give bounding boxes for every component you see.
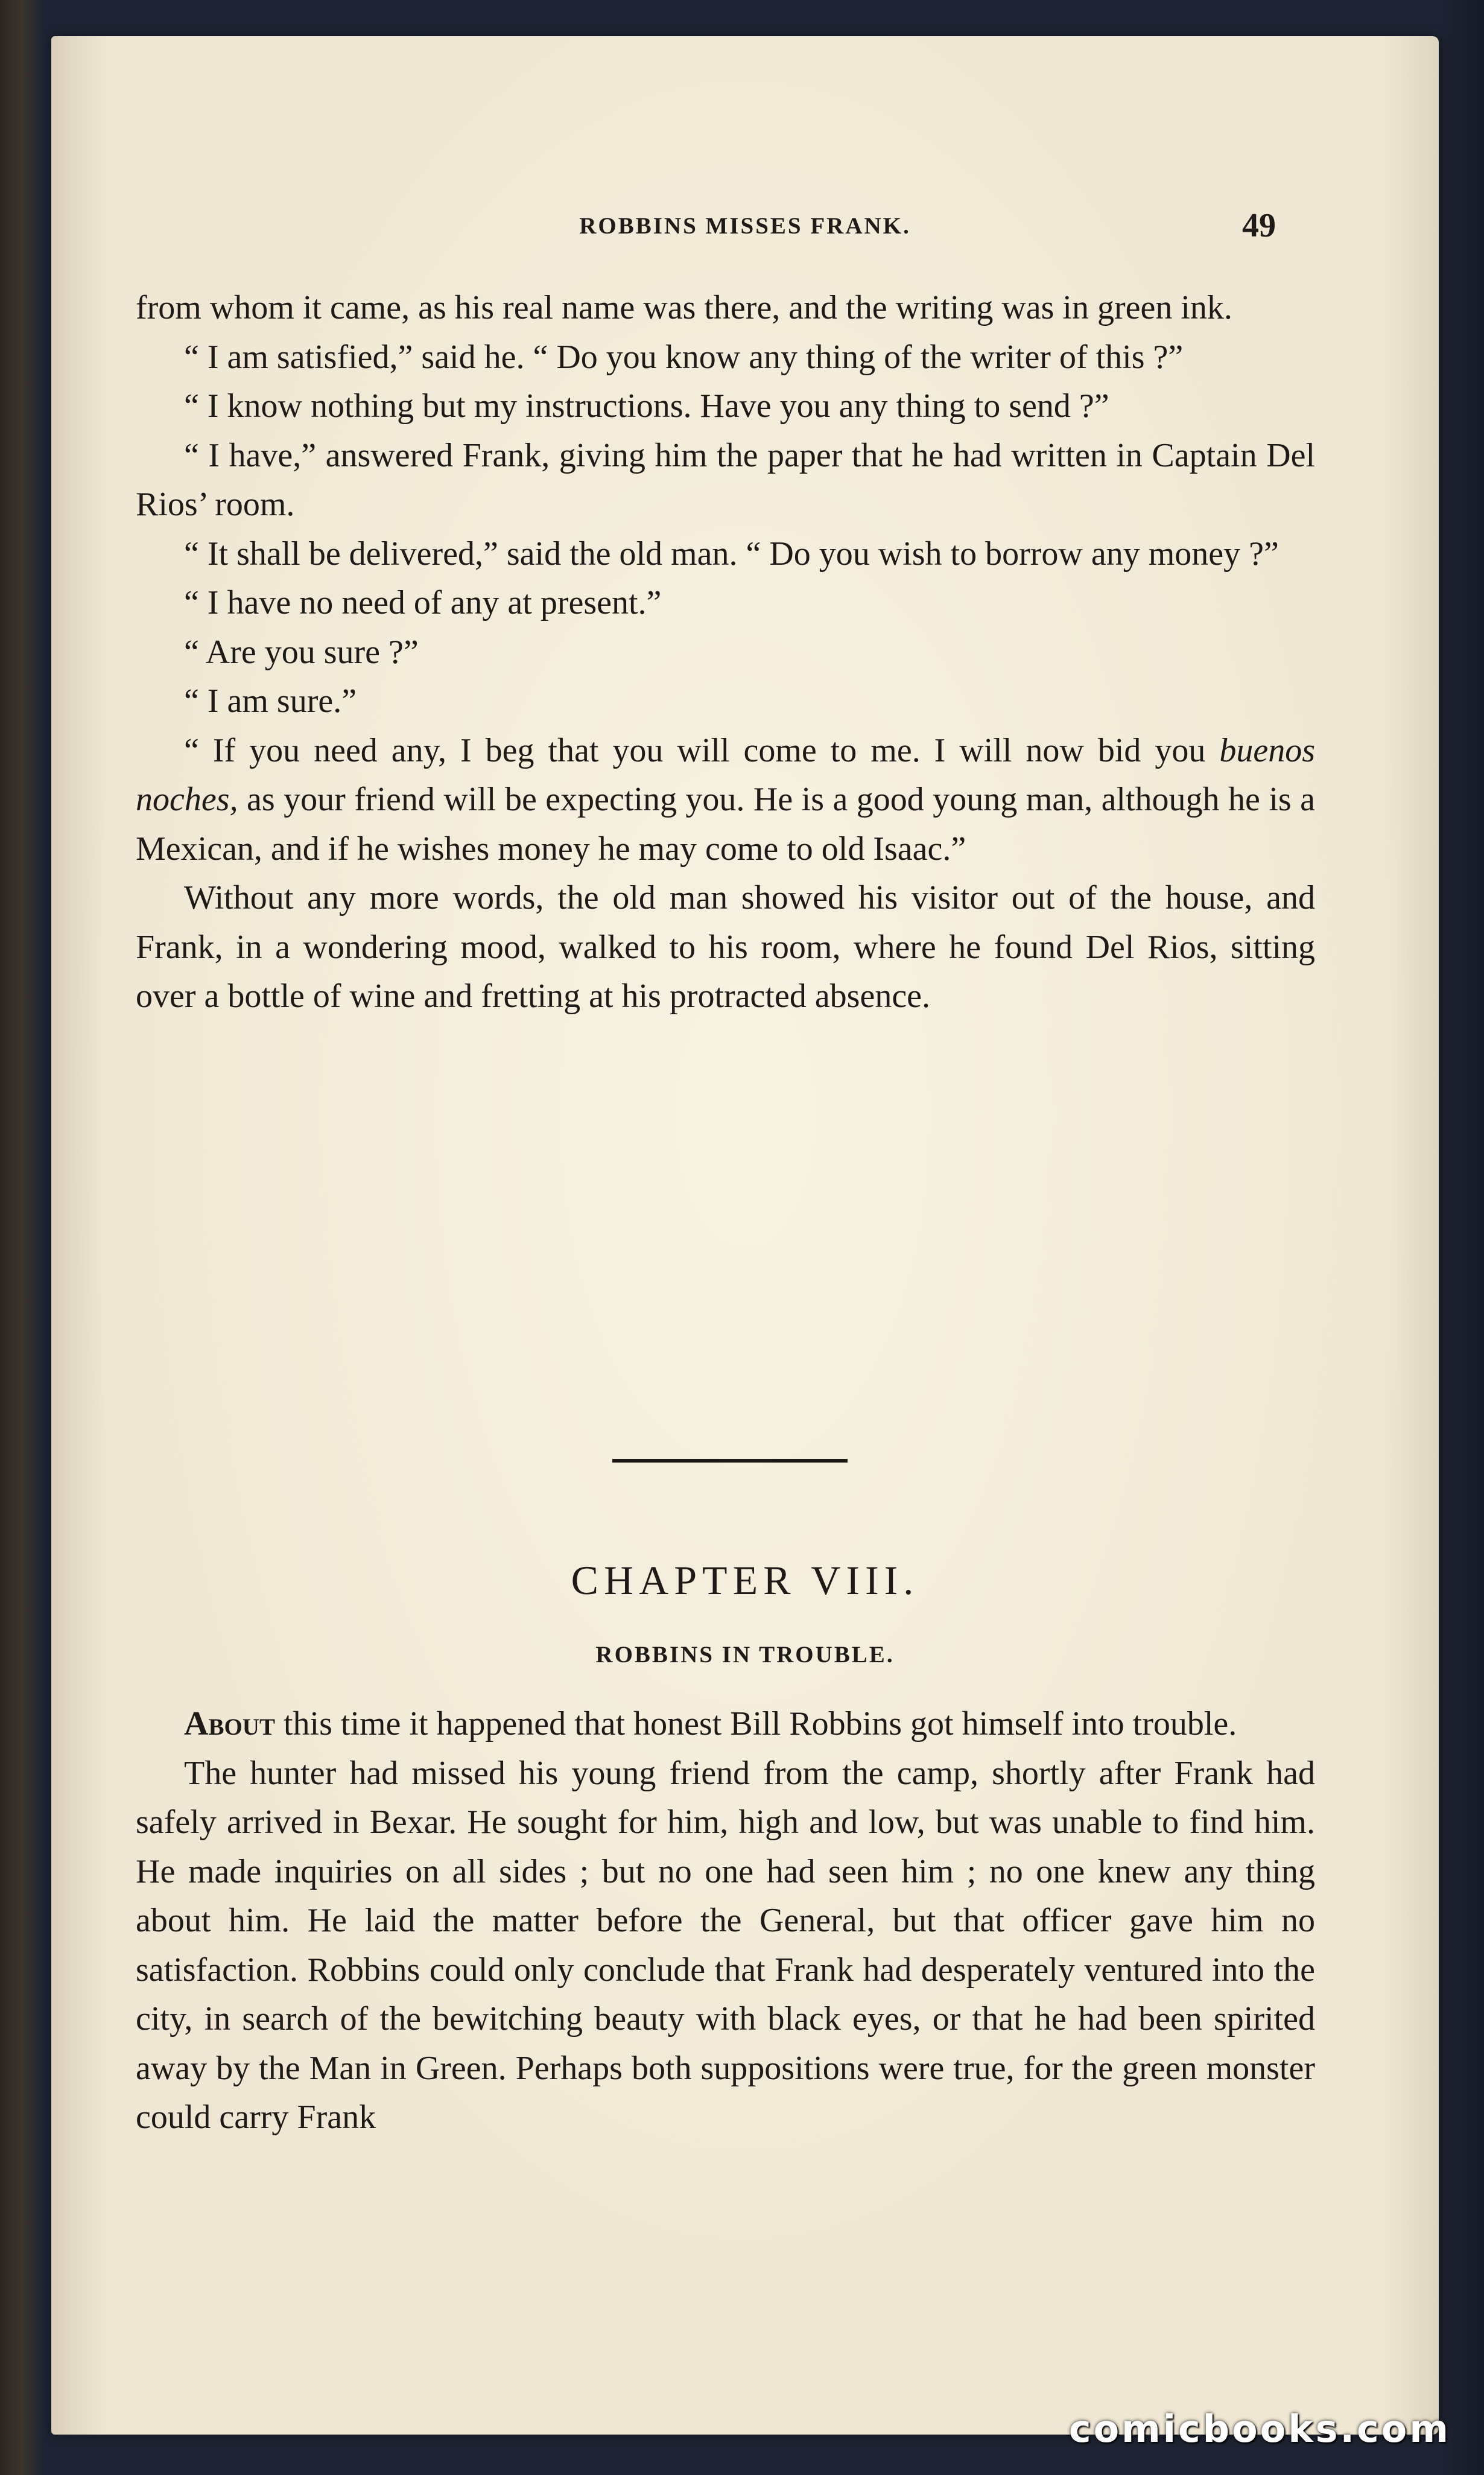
- paragraph: [136, 1700, 1315, 1749]
- paragraph: “ I am satisfied,” said he. “ Do you know any thing of the writer of this ?”: [184, 338, 1184, 376]
- lead-in-word: About: [184, 1705, 275, 1743]
- page-number: 49: [1242, 207, 1276, 244]
- section-divider: [612, 1459, 848, 1463]
- site-watermark: comicbooks.com: [1068, 2407, 1451, 2451]
- running-head: ROBBINS MISSES FRANK.: [579, 213, 911, 239]
- chapter-title: CHAPTER VIII.: [571, 1557, 919, 1603]
- paragraph: “ I know nothing but my instructions. Have you any thing to send ?”: [184, 387, 1109, 425]
- paragraph: “ I have no need of any at present.”: [184, 584, 662, 621]
- paragraph-text: as your friend will be expecting you. He is a good young man, although he is a Mexican, and if he wishes money he may come to old Isaac.”: [136, 781, 1315, 868]
- paragraph: “ It shall be delivered,” said the old man. “ Do you wish to borrow any money ?”: [184, 535, 1279, 573]
- upper-text-block: [136, 284, 1315, 1021]
- lower-text-block: [136, 1700, 1315, 2143]
- paragraph-text: “ If you need any, I beg that you will come to me. I will now bid you: [184, 731, 1220, 769]
- chapter-subtitle: ROBBINS IN TROUBLE.: [595, 1642, 895, 1668]
- italic-phrase: buenos noches,: [136, 731, 1315, 818]
- paragraph: “ I am sure.”: [184, 682, 357, 720]
- paragraph: “ Are you sure ?”: [184, 633, 419, 671]
- book-page: [51, 36, 1439, 2435]
- paragraph: [136, 726, 1315, 874]
- paragraph: Without any more words, the old man showed his visitor out of the house, and Frank, in a wondering mood, walked to his room, where he found Del Rios, sitting over a bottle of wine and fretting at his protracted absence.: [136, 879, 1315, 1015]
- paragraph: from whom it came, as his real name was there, and the writing was in green ink.: [136, 289, 1232, 326]
- paragraph-text: this time it happened that honest Bill Robbins got himself into trouble.: [274, 1705, 1237, 1743]
- paragraph: “ I have,” answered Frank, giving him the paper that he had written in Captain Del Rios’ room.: [136, 436, 1315, 523]
- paragraph: The hunter had missed his young friend from the camp, shortly after Frank had safely arrived in Bexar. He sought for him, high and low, but was unable to find him. He made inquiries on all sides ; but no one had seen him ; no one knew any thing about him. He laid the matter before the General, but that officer gave him no satisfaction. Robbins could only conclude that Frank had desperately ventured into the city, in search of the bewitching beauty with black eyes, or that he had been spirited away by the Man in Green. Perhaps both suppositions were true, for the green monster could carry Frank: [136, 1754, 1315, 2136]
